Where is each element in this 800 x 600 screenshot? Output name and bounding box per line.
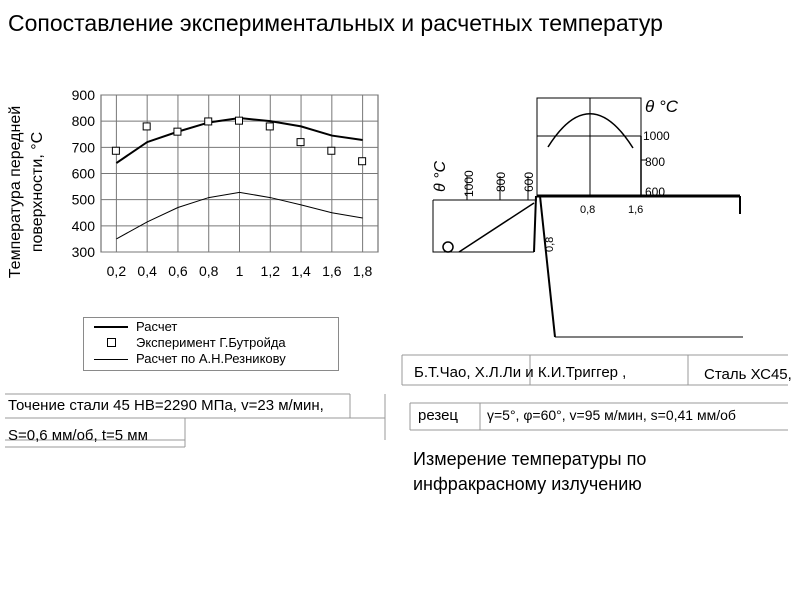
legend-item-reznikov: Расчет по А.Н.Резникову: [136, 351, 286, 366]
legend-item-experiment: Эксперимент Г.Бутройда: [136, 335, 286, 350]
right-caption-steel: Сталь ХС45,: [704, 366, 792, 383]
right-caption-authors: Б.Т.Чао, Х.Л.Ли и К.И.Триггер ,: [414, 364, 627, 381]
diagram-left-tick-1000: 1000: [462, 170, 476, 197]
x-tick-label: 1,4: [291, 263, 311, 279]
x-tick-label: 1,8: [352, 263, 373, 279]
experiment-point: [205, 118, 212, 125]
legend-thick-line-swatch: [94, 326, 128, 328]
diagram-side-tick-08: 0,8: [544, 236, 556, 252]
y-tick-label: 500: [71, 191, 95, 208]
diagram-bottom-tick-08: 0,8: [580, 204, 596, 216]
experiment-point: [112, 147, 119, 154]
chart-legend: [83, 317, 339, 371]
y-tick-label: 600: [71, 165, 95, 182]
y-axis-label-line: поверхности, °С: [29, 131, 46, 253]
x-tick-label: 0,8: [198, 263, 219, 279]
x-tick-label: 1,2: [260, 263, 281, 279]
y-tick-label: 300: [71, 244, 95, 260]
experiment-point: [266, 123, 273, 130]
left-caption-frame: [0, 385, 400, 455]
left-caption-line2: S=0,6 мм/об, t=5 мм: [8, 427, 148, 444]
x-tick-label: 1,6: [322, 263, 342, 279]
diagram-left-theta-label: θ °С: [432, 160, 449, 192]
experiment-point: [297, 139, 304, 146]
right-caption-params: γ=5°, φ=60°, v=95 м/мин, s=0,41 мм/об: [487, 407, 736, 423]
diagram-left-tick-800: 800: [494, 171, 508, 192]
y-tick-label: 800: [71, 113, 95, 130]
diagram-theta-label: θ °С: [645, 97, 679, 116]
legend-item-calc: Расчет: [136, 319, 178, 334]
diagram-bottom-tick-16: 1,6: [628, 204, 644, 216]
right-caption-tool: резец: [418, 407, 458, 424]
left-caption-line1: Точение стали 45 НВ=2290 МПа, v=23 м/мин,: [8, 397, 324, 414]
diagram-top-tick-1000: 1000: [643, 129, 670, 143]
x-tick-label: 0,2: [106, 263, 127, 279]
diagram-top-tick-600: 600: [645, 185, 666, 199]
experiment-point: [359, 158, 366, 165]
x-tick-label: 1: [235, 263, 244, 279]
y-axis-label-line: Температура передней: [7, 105, 24, 279]
x-tick-label: 0,6: [168, 263, 188, 279]
experiment-point: [236, 117, 243, 124]
experiment-point: [174, 128, 181, 135]
experiment-point: [143, 123, 150, 130]
diagram-top-tick-800: 800: [645, 155, 666, 169]
page-title: Сопоставление экспериментальных и расчетных температур: [8, 10, 663, 36]
diagram-left-tick-600: 600: [522, 171, 536, 192]
y-tick-label: 900: [71, 87, 95, 103]
experiment-point: [328, 147, 335, 154]
y-tick-label: 700: [71, 139, 95, 156]
legend-square-swatch: [107, 338, 116, 347]
legend-thin-line-swatch: [94, 359, 128, 360]
x-tick-label: 0,4: [137, 263, 157, 279]
y-tick-label: 400: [71, 217, 95, 234]
measurement-note: Измерение температуры по инфракрасному излучению: [413, 449, 647, 494]
